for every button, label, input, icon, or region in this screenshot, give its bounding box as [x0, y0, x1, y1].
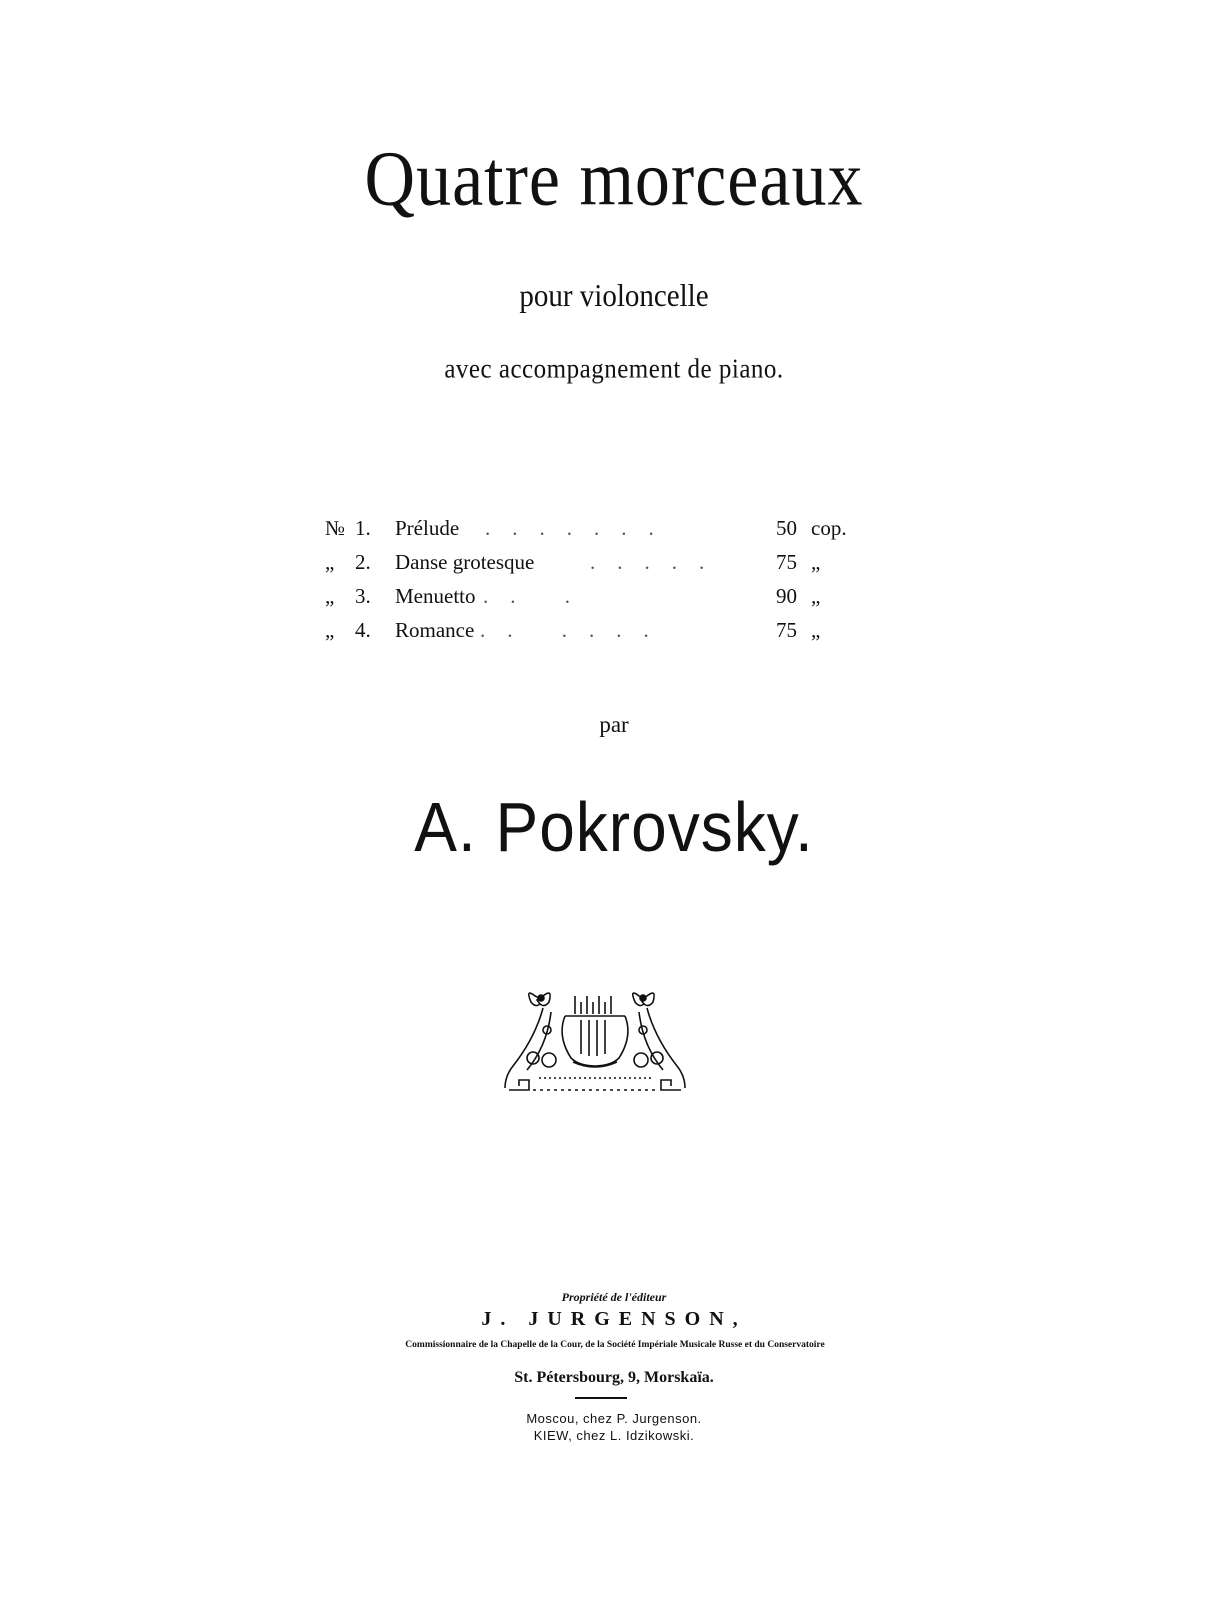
list-item: [325, 516, 865, 550]
divider: [575, 1397, 627, 1399]
property-line: Propriété de l'éditeur: [561, 1290, 667, 1304]
piece-price: 75: [776, 618, 797, 642]
piece-number: 3.: [355, 584, 371, 608]
publisher-name: J. JURGENSON,: [481, 1308, 747, 1330]
lyre-ornament-icon: [503, 982, 687, 1102]
branch-moscow: Moscou, chez P. Jurgenson.: [526, 1411, 702, 1426]
dot-leader: .......: [485, 516, 676, 540]
piece-price: 50: [776, 516, 797, 540]
piece-price: 90: [776, 584, 797, 608]
piece-name: Danse grotesque: [395, 550, 535, 574]
composer-name: A. Pokrovsky.: [414, 788, 814, 866]
list-item: [325, 618, 865, 652]
piece-price: 75: [776, 550, 797, 574]
price-unit: cop.: [811, 516, 847, 540]
piece-name: Prélude: [395, 516, 460, 540]
commission-line: Commissionnaire de la Chapelle de la Cour, de la Société Impériale Musicale Russe et du Conservatoire: [405, 1340, 825, 1350]
piece-number: 4.: [355, 618, 371, 642]
price-unit: „: [811, 618, 821, 642]
list-item: [325, 584, 865, 618]
publisher-address: St. Pétersbourg, 9, Morskaïa.: [514, 1369, 714, 1386]
piece-name: Romance: [395, 618, 475, 642]
number-prefix: „: [325, 550, 335, 574]
list-item: [325, 550, 865, 584]
piece-number: 2.: [355, 550, 371, 574]
dot-leader: .. .: [483, 584, 592, 608]
piece-number: 1.: [355, 516, 371, 540]
piece-name: Menuetto: [395, 584, 476, 608]
page-title: Quatre morceaux: [364, 136, 864, 223]
price-unit: „: [811, 550, 821, 574]
contents-list: [325, 516, 865, 652]
number-prefix: „: [325, 618, 335, 642]
subtitle: pour violoncelle: [519, 278, 709, 314]
accompaniment-line: avec accompagnement de piano.: [444, 354, 784, 385]
number-prefix: №: [325, 516, 346, 540]
par-label: par: [599, 712, 629, 737]
branch-kiew: KIEW, chez L. Idzikowski.: [533, 1428, 695, 1443]
price-unit: „: [811, 584, 821, 608]
dot-leader: .....: [590, 550, 727, 574]
dot-leader: .. ....: [480, 618, 671, 642]
number-prefix: „: [325, 584, 335, 608]
